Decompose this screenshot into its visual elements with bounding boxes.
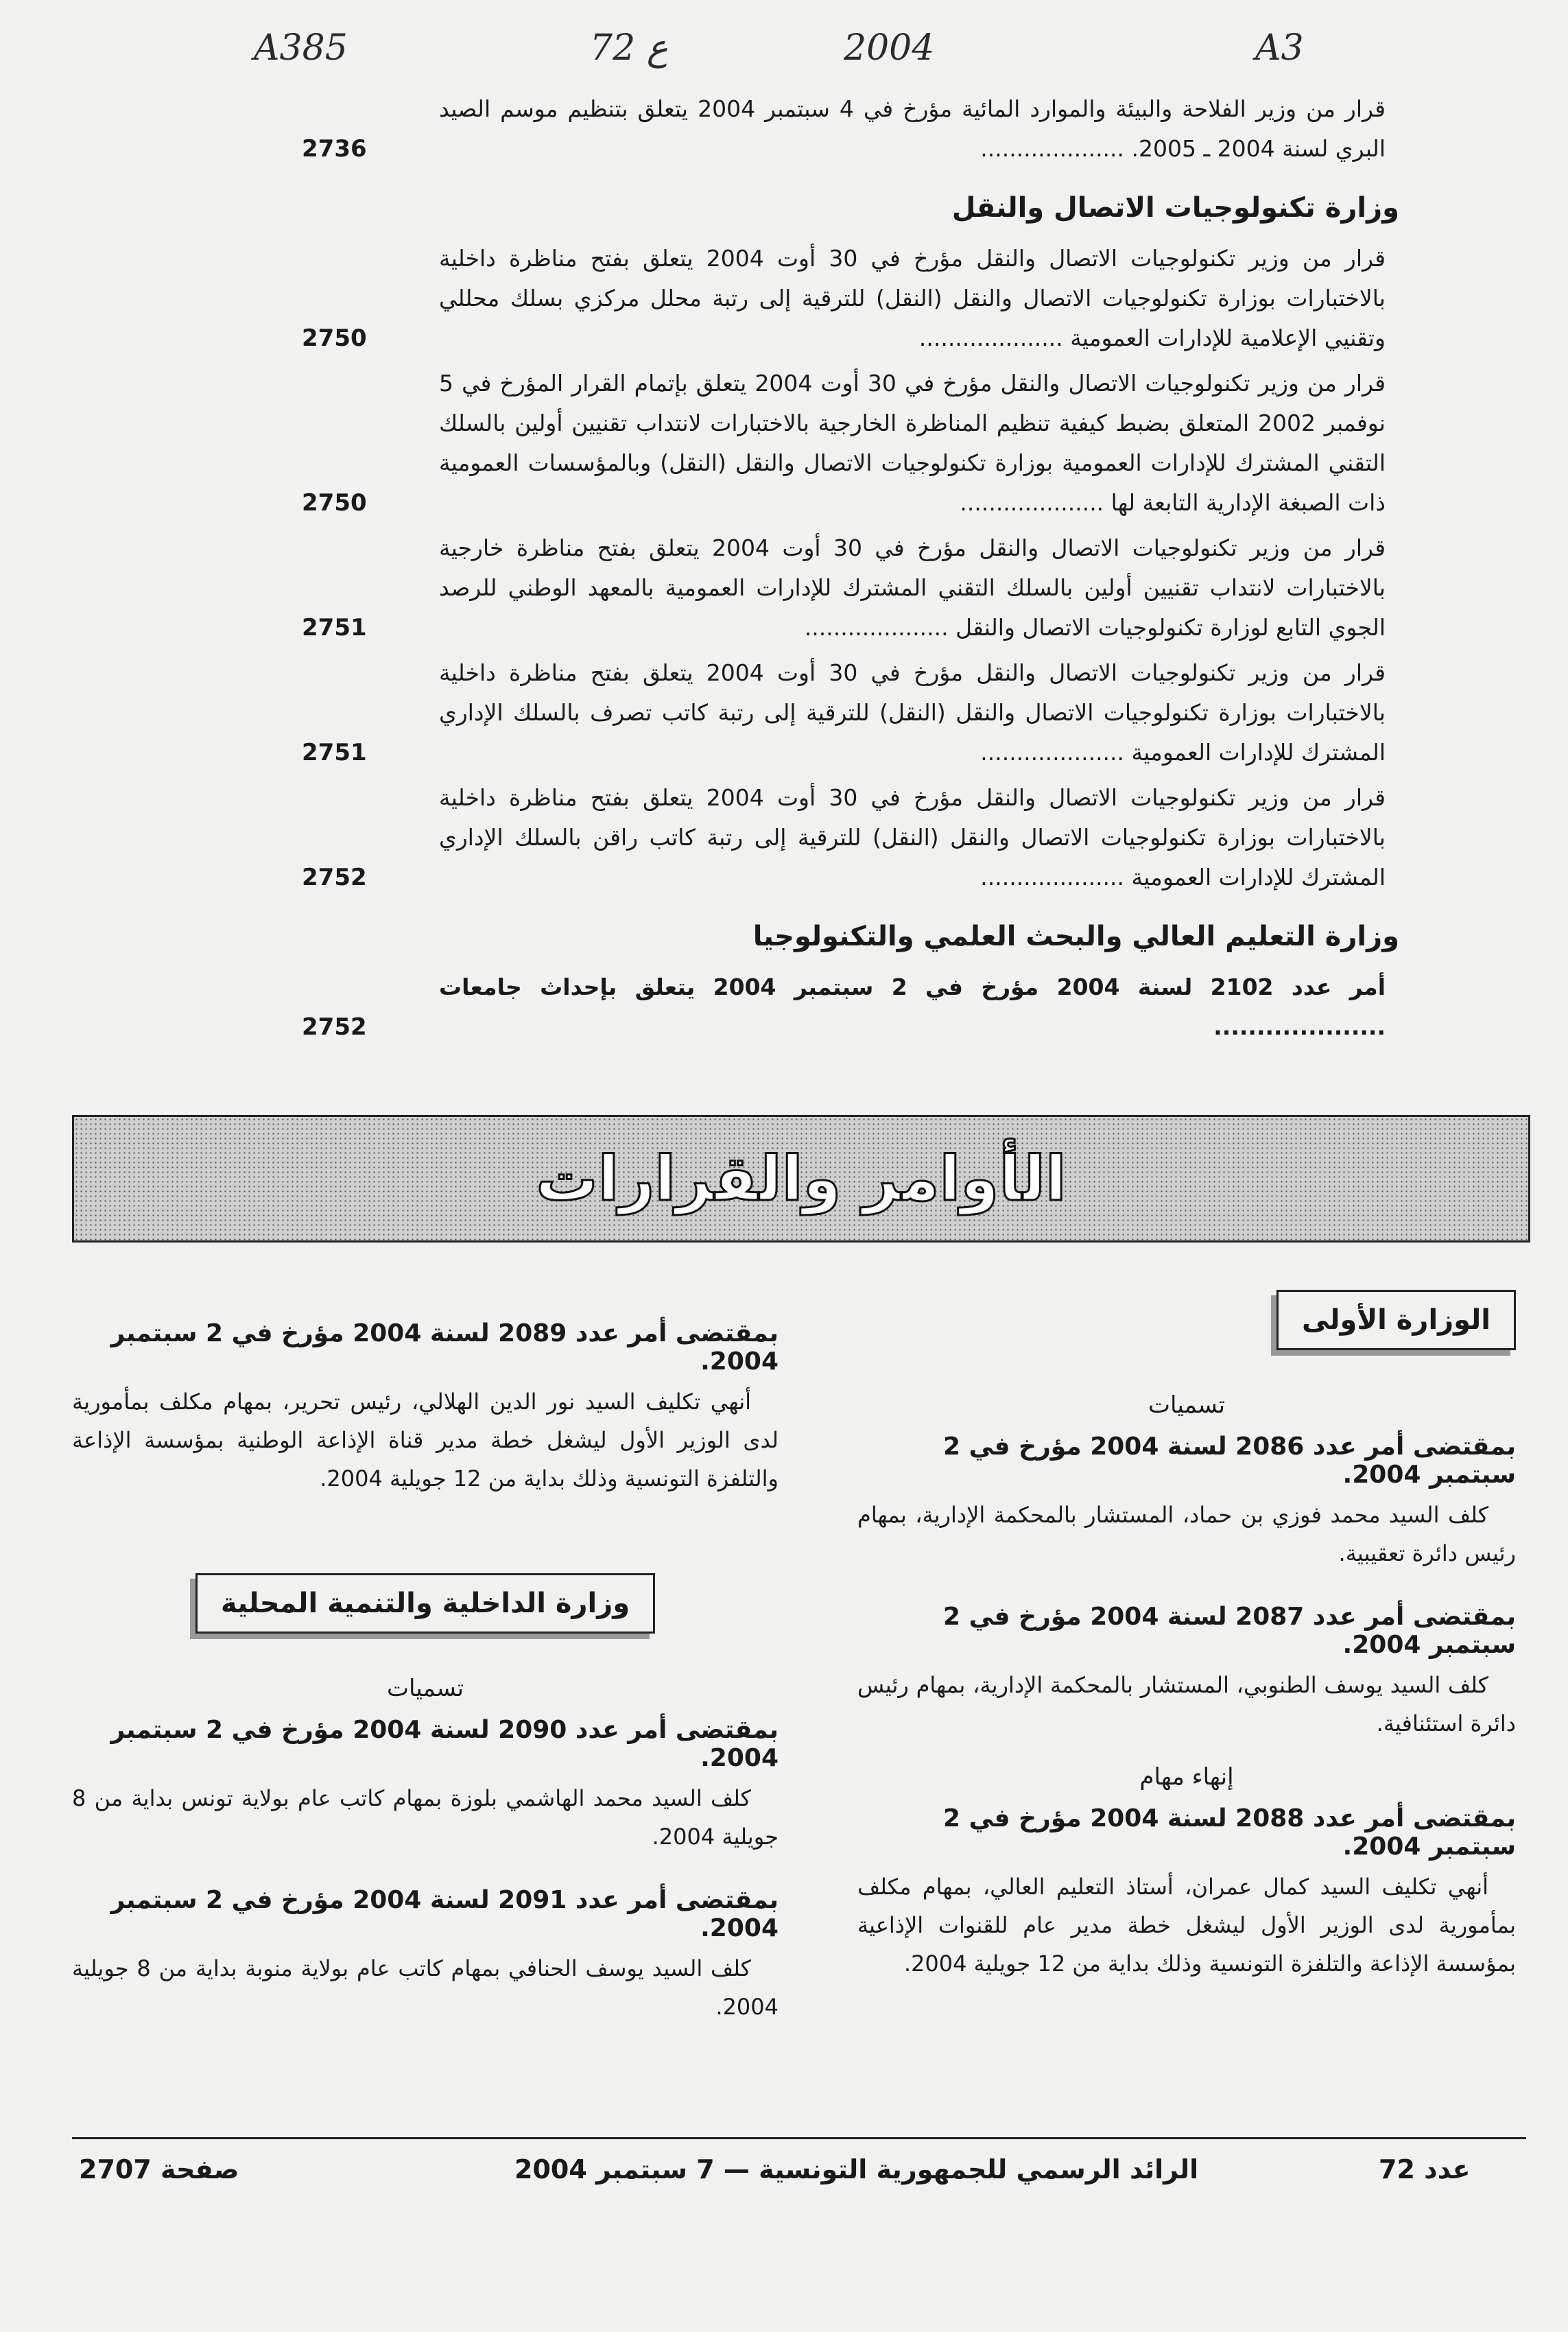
toc-item-text: قرار من وزير تكنولوجيات الاتصال والنقل مؤرخ في 30 أوت 2004 يتعلق بفتح مناظرة داخلية بالاختبارات بوزارة تكنولوجيات الاتصال والنقل (النقل) للترقية إلى رتبة كاتب راقن بالسلك الإداري المشترك للإدارات العمومية ..... (439, 784, 1386, 891)
subsection-title: تسميات (1148, 1391, 1226, 1419)
banner-title: الأوامر والقرارات (536, 1142, 1067, 1215)
handwritten-year: 2004 (844, 27, 935, 69)
decree-body: كلف السيد محمد فوزي بن حماد، المستشار بالمحكمة الإدارية، بمهام رئيس دائرة تعقيبية. (857, 1502, 1516, 1566)
toc-item-page: 2750 (302, 325, 367, 352)
decree-body: أنهي تكليف السيد نور الدين الهلالي، رئيس تحرير، بمهام مكلف بمأمورية لدى الوزير الأول ليشغل خطة مدير قناة الإذاعة الوطنية بمؤسسة الإذاعة والتلفزة التونسية وذلك بداية من 12 جويلية 2004. (72, 1389, 779, 1492)
toc-section-heading: وزارة تكنولوجيات الاتصال والنقل (951, 192, 1399, 224)
toc-item-text: قرار من وزير تكنولوجيات الاتصال والنقل مؤرخ في 30 أوت 2004 يتعلق بفتح مناظرة خارجية بالاختبارات لانتداب تقنيين أولين بالسلك التقني المشترك للإدارات العمومية بالمعهد الوطني للرصد الجوي التابع لوزارة تكنولوجيات الاتصال والنقل ..... (439, 534, 1386, 641)
decree-body: كلف السيد محمد الهاشمي بلوزة بمهام كاتب عام بولاية تونس بداية من 8 جويلية 2004. (72, 1785, 779, 1850)
decree-heading: بمقتضى أمر عدد 2089 لسنة 2004 مؤرخ في 2 سبتمبر 2004. (110, 1319, 779, 1376)
table-of-contents (302, 89, 1399, 1052)
decree-heading: بمقتضى أمر عدد 2088 لسنة 2004 مؤرخ في 2 سبتمبر 2004. (943, 1804, 1516, 1861)
toc-item (302, 239, 1386, 358)
toc-item-page: 2751 (302, 614, 367, 641)
decree-heading: بمقتضى أمر عدد 2086 لسنة 2004 مؤرخ في 2 سبتمبر 2004. (943, 1433, 1516, 1489)
subsection-title: إنهاء مهام (1139, 1763, 1234, 1791)
toc-section-heading: وزارة التعليم العالي والبحث العلمي والتكنولوجيا (752, 921, 1399, 952)
toc-item-text: أمر عدد 2102 لسنة 2004 مؤرخ في 2 سبتمبر 2004 يتعلق بإحداث جامعات ..... (439, 974, 1386, 1040)
toc-item (302, 967, 1386, 1047)
toc-item (302, 364, 1386, 523)
toc-item-page: 2752 (302, 864, 367, 891)
footer-page: صفحة 2707 (79, 2154, 239, 2184)
handwritten-ref-a: A3 (1255, 27, 1304, 69)
toc-item (302, 653, 1386, 773)
toc-item (302, 778, 1386, 897)
toc-item (302, 89, 1386, 169)
toc-item-text: قرار من وزير تكنولوجيات الاتصال والنقل مؤرخ في 30 أوت 2004 يتعلق بفتح مناظرة داخلية بالاختبارات بوزارة تكنولوجيات الاتصال والنقل (النقل) للترقية إلى رتبة محلل مركزي بسلك محللي وتقنيي الإعلامية للإدارات العمومية ..... (439, 245, 1386, 351)
decree-body: كلف السيد يوسف الطنوبي، المستشار بالمحكمة الإدارية، بمهام رئيس دائرة استئنافية. (857, 1672, 1516, 1736)
toc-item-text: قرار من وزير تكنولوجيات الاتصال والنقل مؤرخ في 30 أوت 2004 يتعلق بإتمام القرار المؤرخ في 5 نوفمبر 2002 المتعلق بضبط كيفية تنظيم المناظرة الخارجية بالاختبارات لانتداب تقنيين أولين بالسلك التقني المشترك للإدارات العمومية بوزارة تكنولوجيات الاتصال والنقل (النقل) وبالمؤسسات العمومية ذات الصبغة الإدارية التابعة لها ..... (439, 370, 1386, 516)
footer-rule (72, 2137, 1526, 2139)
right-column (857, 1290, 1516, 2013)
toc-item-text: قرار من وزير تكنولوجيات الاتصال والنقل مؤرخ في 30 أوت 2004 يتعلق بفتح مناظرة داخلية بالاختبارات بوزارة تكنولوجيات الاتصال والنقل (النقل) للترقية إلى رتبة كاتب تصرف بالسلك الإداري المشترك للإدارات العمومية ..... (439, 659, 1386, 766)
decree-heading: بمقتضى أمر عدد 2091 لسنة 2004 مؤرخ في 2 سبتمبر 2004. (110, 1886, 779, 1942)
toc-item-page: 2736 (302, 135, 367, 163)
decree-heading: بمقتضى أمر عدد 2090 لسنة 2004 مؤرخ في 2 سبتمبر 2004. (110, 1716, 779, 1772)
toc-item (302, 528, 1386, 648)
section-banner (72, 1115, 1530, 1242)
footer-issue: عدد 72 (1379, 2154, 1471, 2184)
decree-heading: بمقتضى أمر عدد 2087 لسنة 2004 مؤرخ في 2 سبتمبر 2004. (943, 1603, 1516, 1659)
handwritten-ref-d: A385 (254, 27, 348, 69)
subsection-title: تسميات (386, 1675, 464, 1702)
footer-journal: الرائد الرسمي للجمهورية التونسية — 7 سبتمبر 2004 (514, 2154, 1199, 2184)
decree-body: كلف السيد يوسف الحنافي بمهام كاتب عام بولاية منوبة بداية من 8 جويلية 2004. (72, 1955, 779, 2020)
toc-item-text: قرار من وزير الفلاحة والبيئة والموارد المائية مؤرخ في 4 سبتمبر 2004 يتعلق بتنظيم موسم الصيد البري لسنة 2004 ـ 2005. ..... (439, 95, 1386, 162)
left-column (72, 1307, 779, 2056)
handwritten-issue: 72 ع (590, 27, 668, 69)
ministry-box-heading: وزارة الداخلية والتنمية المحلية (195, 1573, 655, 1634)
decree-body: أنهي تكليف السيد كمال عمران، أستاذ التعليم العالي، بمهام مكلف بمأمورية لدى الوزير الأول ليشغل خطة مدير عام للقنوات الإذاعية بمؤسسة الإذاعة والتلفزة التونسية وذلك بداية من 12 جويلية 2004. (857, 1874, 1516, 1977)
ministry-box-heading: الوزارة الأولى (1276, 1290, 1516, 1350)
toc-item-page: 2751 (302, 739, 367, 766)
toc-item-page: 2752 (302, 1013, 367, 1041)
toc-item-page: 2750 (302, 489, 367, 517)
